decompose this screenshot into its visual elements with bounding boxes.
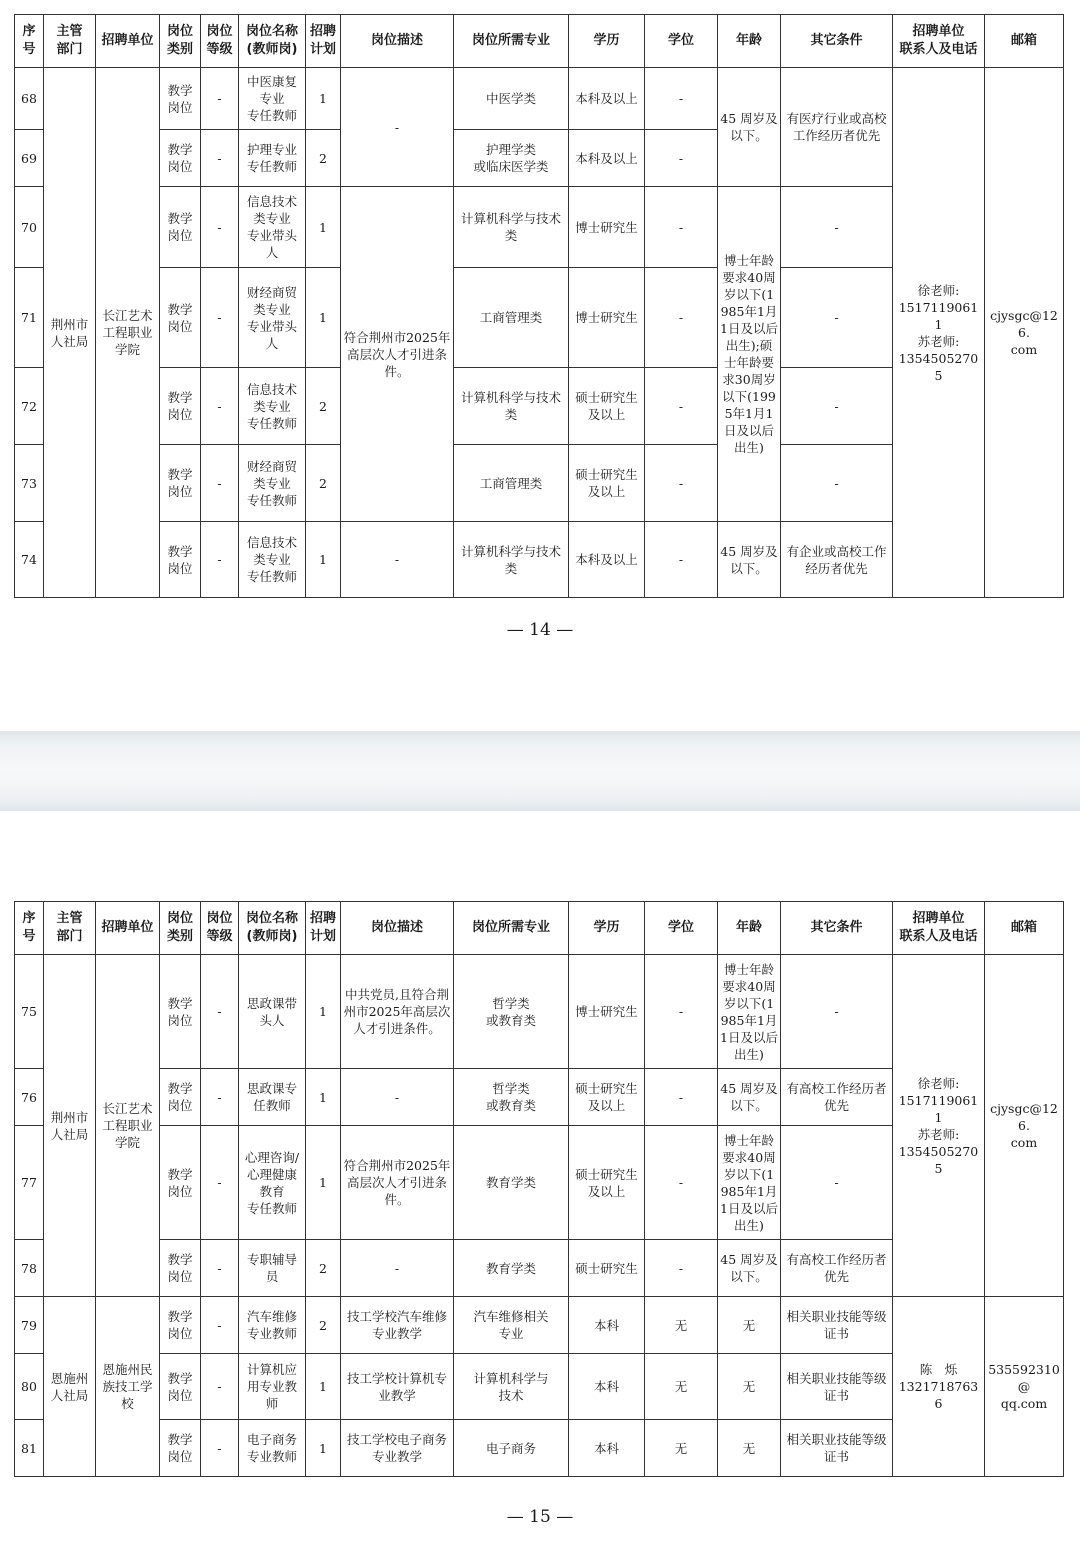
header-cell: 招聘单位 联系人及电话 bbox=[893, 15, 985, 68]
major-cell: 计算机科学与技术类 bbox=[454, 187, 569, 268]
age-cell: 45 周岁及以下。 bbox=[718, 68, 781, 187]
post-description: 技工学校计算机专业教学 bbox=[341, 1354, 454, 1420]
post-name: 思政课带 头人 bbox=[239, 955, 306, 1069]
plan-count: 1 bbox=[306, 1420, 341, 1477]
email-cell: cjysgc@126. com bbox=[985, 68, 1064, 598]
header-cell: 邮箱 bbox=[985, 15, 1064, 68]
degree-cell: - bbox=[645, 187, 718, 268]
post-level: - bbox=[201, 368, 239, 445]
age-cell: 无 bbox=[718, 1354, 781, 1420]
contact-cell: 徐老师: 15171190611 苏老师: 13545052705 bbox=[893, 955, 985, 1297]
row-number: 74 bbox=[15, 522, 44, 598]
row-number: 71 bbox=[15, 268, 44, 368]
header-cell: 招聘单位 bbox=[96, 15, 160, 68]
plan-count: 1 bbox=[306, 1069, 341, 1126]
post-description: - bbox=[341, 68, 454, 187]
header-cell: 其它条件 bbox=[781, 902, 893, 955]
post-type: 教学 岗位 bbox=[160, 955, 201, 1069]
post-name: 中医康复 专业 专任教师 bbox=[239, 68, 306, 130]
post-level: - bbox=[201, 445, 239, 522]
degree-cell: - bbox=[645, 955, 718, 1069]
row-number: 77 bbox=[15, 1126, 44, 1240]
education-cell: 硕士研究生 及以上 bbox=[569, 1126, 645, 1240]
post-description: 符合荆州市2025年高层次人才引进条件。 bbox=[341, 1126, 454, 1240]
dept-cell: 荆州市 人社局 bbox=[44, 68, 96, 598]
header-cell: 学历 bbox=[569, 15, 645, 68]
post-description: - bbox=[341, 522, 454, 598]
post-description: 技工学校电子商务专业教学 bbox=[341, 1420, 454, 1477]
post-type: 教学 岗位 bbox=[160, 187, 201, 268]
header-cell: 招聘 计划 bbox=[306, 902, 341, 955]
major-cell: 护理学类 或临床医学类 bbox=[454, 130, 569, 187]
row-number: 69 bbox=[15, 130, 44, 187]
row-number: 81 bbox=[15, 1420, 44, 1477]
degree-cell: - bbox=[645, 368, 718, 445]
degree-cell: 无 bbox=[645, 1420, 718, 1477]
plan-count: 1 bbox=[306, 68, 341, 130]
condition-cell: - bbox=[781, 1126, 893, 1240]
recruitment-table-page-15 bbox=[14, 901, 1064, 1477]
post-level: - bbox=[201, 1240, 239, 1297]
header-cell: 岗位所需专业 bbox=[454, 15, 569, 68]
header-cell: 岗位描述 bbox=[341, 15, 454, 68]
post-level: - bbox=[201, 1297, 239, 1354]
condition-cell: - bbox=[781, 955, 893, 1069]
header-cell: 学位 bbox=[645, 15, 718, 68]
row-number: 78 bbox=[15, 1240, 44, 1297]
header-row bbox=[15, 902, 1064, 955]
degree-cell: - bbox=[645, 1069, 718, 1126]
post-type: 教学 岗位 bbox=[160, 268, 201, 368]
degree-cell: - bbox=[645, 1126, 718, 1240]
post-type: 教学 岗位 bbox=[160, 68, 201, 130]
post-name: 电子商务 专业教师 bbox=[239, 1420, 306, 1477]
post-name: 心理咨询/ 心理健康 教育 专任教师 bbox=[239, 1126, 306, 1240]
education-cell: 本科及以上 bbox=[569, 522, 645, 598]
education-cell: 硕士研究生 及以上 bbox=[569, 368, 645, 445]
post-type: 教学 岗位 bbox=[160, 1420, 201, 1477]
header-cell: 学历 bbox=[569, 902, 645, 955]
plan-count: 1 bbox=[306, 955, 341, 1069]
plan-count: 2 bbox=[306, 445, 341, 522]
post-level: - bbox=[201, 522, 239, 598]
post-type: 教学 岗位 bbox=[160, 445, 201, 522]
header-cell: 序号 bbox=[15, 902, 44, 955]
page-number: — 15 — bbox=[506, 1507, 574, 1527]
post-description: 技工学校汽车维修专业教学 bbox=[341, 1297, 454, 1354]
header-cell: 招聘单位 联系人及电话 bbox=[893, 902, 985, 955]
post-level: - bbox=[201, 1069, 239, 1126]
major-cell: 工商管理类 bbox=[454, 445, 569, 522]
post-level: - bbox=[201, 955, 239, 1069]
plan-count: 1 bbox=[306, 1126, 341, 1240]
header-cell: 主管 部门 bbox=[44, 902, 96, 955]
plan-count: 2 bbox=[306, 130, 341, 187]
education-cell: 本科及以上 bbox=[569, 130, 645, 187]
degree-cell: 无 bbox=[645, 1354, 718, 1420]
condition-cell: 相关职业技能等级证书 bbox=[781, 1354, 893, 1420]
post-level: - bbox=[201, 1126, 239, 1240]
contact-cell: 陈 烁 13217187636 bbox=[893, 1297, 985, 1477]
degree-cell: 无 bbox=[645, 1297, 718, 1354]
header-cell: 岗位 等级 bbox=[201, 15, 239, 68]
header-row bbox=[15, 15, 1064, 68]
condition-cell: 有企业或高校工作经历者优先 bbox=[781, 522, 893, 598]
table-row bbox=[15, 68, 1064, 130]
header-cell: 岗位名称 (教师岗) bbox=[239, 15, 306, 68]
major-cell: 计算机科学与技术类 bbox=[454, 368, 569, 445]
education-cell: 硕士研究生 及以上 bbox=[569, 1069, 645, 1126]
condition-cell: - bbox=[781, 445, 893, 522]
unit-cell: 长江艺术 工程职业 学院 bbox=[96, 955, 160, 1297]
education-cell: 本科 bbox=[569, 1297, 645, 1354]
post-level: - bbox=[201, 130, 239, 187]
plan-count: 1 bbox=[306, 1354, 341, 1420]
post-type: 教学 岗位 bbox=[160, 1240, 201, 1297]
post-name: 财经商贸 类专业 专业带头 人 bbox=[239, 268, 306, 368]
post-name: 信息技术 类专业 专任教师 bbox=[239, 522, 306, 598]
age-cell: 45 周岁及以下。 bbox=[718, 1069, 781, 1126]
header-cell: 邮箱 bbox=[985, 902, 1064, 955]
major-cell: 中医学类 bbox=[454, 68, 569, 130]
post-type: 教学 岗位 bbox=[160, 368, 201, 445]
age-cell: 45 周岁及以下。 bbox=[718, 1240, 781, 1297]
degree-cell: - bbox=[645, 1240, 718, 1297]
post-description: 中共党员,且符合荆州市2025年高层次人才引进条件。 bbox=[341, 955, 454, 1069]
education-cell: 博士研究生 bbox=[569, 955, 645, 1069]
header-cell: 岗位所需专业 bbox=[454, 902, 569, 955]
header-cell: 年龄 bbox=[718, 15, 781, 68]
post-type: 教学 岗位 bbox=[160, 1354, 201, 1420]
post-type: 教学 岗位 bbox=[160, 522, 201, 598]
major-cell: 汽车维修相关 专业 bbox=[454, 1297, 569, 1354]
age-cell: 博士年龄要求40周岁以下(1985年1月1日及以后出生);硕士年龄要求30周岁以下(1995年1月1日及以后出生) bbox=[718, 187, 781, 522]
plan-count: 1 bbox=[306, 187, 341, 268]
row-number: 72 bbox=[15, 368, 44, 445]
post-description: 符合荆州市2025年高层次人才引进条件。 bbox=[341, 187, 454, 522]
plan-count: 2 bbox=[306, 1297, 341, 1354]
major-cell: 教育学类 bbox=[454, 1240, 569, 1297]
header-cell: 招聘单位 bbox=[96, 902, 160, 955]
post-name: 专职辅导 员 bbox=[239, 1240, 306, 1297]
condition-cell: - bbox=[781, 268, 893, 368]
post-level: - bbox=[201, 1420, 239, 1477]
plan-count: 2 bbox=[306, 368, 341, 445]
condition-cell: 有高校工作经历者优先 bbox=[781, 1240, 893, 1297]
education-cell: 本科及以上 bbox=[569, 68, 645, 130]
post-type: 教学 岗位 bbox=[160, 1069, 201, 1126]
row-number: 73 bbox=[15, 445, 44, 522]
post-type: 教学 岗位 bbox=[160, 130, 201, 187]
post-name: 财经商贸 类专业 专任教师 bbox=[239, 445, 306, 522]
post-type: 教学 岗位 bbox=[160, 1297, 201, 1354]
contact-cell: 徐老师: 15171190611 苏老师: 13545052705 bbox=[893, 68, 985, 598]
major-cell: 计算机科学与技术类 bbox=[454, 522, 569, 598]
recruitment-table-page-14 bbox=[14, 14, 1064, 598]
education-cell: 本科 bbox=[569, 1420, 645, 1477]
age-cell: 博士年龄要求40周岁以下(1985年1月1日及以后出生) bbox=[718, 1126, 781, 1240]
condition-cell: 相关职业技能等级证书 bbox=[781, 1420, 893, 1477]
education-cell: 博士研究生 bbox=[569, 187, 645, 268]
header-cell: 其它条件 bbox=[781, 15, 893, 68]
header-cell: 岗位 类别 bbox=[160, 902, 201, 955]
header-cell: 岗位 类别 bbox=[160, 15, 201, 68]
header-cell: 主管 部门 bbox=[44, 15, 96, 68]
post-name: 思政课专 任教师 bbox=[239, 1069, 306, 1126]
dept-cell: 恩施州 人社局 bbox=[44, 1297, 96, 1477]
page-number: — 14 — bbox=[506, 620, 574, 640]
plan-count: 1 bbox=[306, 522, 341, 598]
post-level: - bbox=[201, 268, 239, 368]
header-cell: 招聘 计划 bbox=[306, 15, 341, 68]
post-description: - bbox=[341, 1069, 454, 1126]
header-cell: 学位 bbox=[645, 902, 718, 955]
post-name: 信息技术 类专业 专任教师 bbox=[239, 368, 306, 445]
plan-count: 1 bbox=[306, 268, 341, 368]
education-cell: 硕士研究生 bbox=[569, 1240, 645, 1297]
row-number: 68 bbox=[15, 68, 44, 130]
header-cell: 岗位名称 (教师岗) bbox=[239, 902, 306, 955]
post-description: - bbox=[341, 1240, 454, 1297]
post-name: 信息技术 类专业 专业带头 人 bbox=[239, 187, 306, 268]
table-row bbox=[15, 955, 1064, 1069]
degree-cell: - bbox=[645, 522, 718, 598]
unit-cell: 恩施州民 族技工学 校 bbox=[96, 1297, 160, 1477]
major-cell: 哲学类 或教育类 bbox=[454, 1069, 569, 1126]
dept-cell: 荆州市 人社局 bbox=[44, 955, 96, 1297]
post-type: 教学 岗位 bbox=[160, 1126, 201, 1240]
plan-count: 2 bbox=[306, 1240, 341, 1297]
row-number: 75 bbox=[15, 955, 44, 1069]
major-cell: 哲学类 或教育类 bbox=[454, 955, 569, 1069]
page-separator bbox=[0, 731, 1080, 811]
education-cell: 本科 bbox=[569, 1354, 645, 1420]
major-cell: 电子商务 bbox=[454, 1420, 569, 1477]
major-cell: 教育学类 bbox=[454, 1126, 569, 1240]
post-level: - bbox=[201, 1354, 239, 1420]
condition-cell: 有医疗行业或高校工作经历者优先 bbox=[781, 68, 893, 187]
age-cell: 无 bbox=[718, 1420, 781, 1477]
post-name: 护理专业 专任教师 bbox=[239, 130, 306, 187]
condition-cell: 有高校工作经历者优先 bbox=[781, 1069, 893, 1126]
degree-cell: - bbox=[645, 130, 718, 187]
degree-cell: - bbox=[645, 445, 718, 522]
row-number: 80 bbox=[15, 1354, 44, 1420]
header-cell: 序号 bbox=[15, 15, 44, 68]
degree-cell: - bbox=[645, 268, 718, 368]
unit-cell: 长江艺术 工程职业 学院 bbox=[96, 68, 160, 598]
condition-cell: 相关职业技能等级证书 bbox=[781, 1297, 893, 1354]
row-number: 76 bbox=[15, 1069, 44, 1126]
age-cell: 45 周岁及以下。 bbox=[718, 522, 781, 598]
education-cell: 硕士研究生 及以上 bbox=[569, 445, 645, 522]
post-level: - bbox=[201, 187, 239, 268]
post-name: 计算机应 用专业教 师 bbox=[239, 1354, 306, 1420]
age-cell: 博士年龄要求40周岁以下(1985年1月1日及以后出生) bbox=[718, 955, 781, 1069]
row-number: 79 bbox=[15, 1297, 44, 1354]
condition-cell: - bbox=[781, 368, 893, 445]
degree-cell: - bbox=[645, 68, 718, 130]
condition-cell: - bbox=[781, 187, 893, 268]
age-cell: 无 bbox=[718, 1297, 781, 1354]
table-row bbox=[15, 1297, 1064, 1354]
header-cell: 年龄 bbox=[718, 902, 781, 955]
email-cell: 535592310@ qq.com bbox=[985, 1297, 1064, 1477]
major-cell: 计算机科学与 技术 bbox=[454, 1354, 569, 1420]
header-cell: 岗位 等级 bbox=[201, 902, 239, 955]
email-cell: cjysgc@126. com bbox=[985, 955, 1064, 1297]
header-cell: 岗位描述 bbox=[341, 902, 454, 955]
education-cell: 博士研究生 bbox=[569, 268, 645, 368]
major-cell: 工商管理类 bbox=[454, 268, 569, 368]
post-level: - bbox=[201, 68, 239, 130]
post-name: 汽车维修 专业教师 bbox=[239, 1297, 306, 1354]
row-number: 70 bbox=[15, 187, 44, 268]
